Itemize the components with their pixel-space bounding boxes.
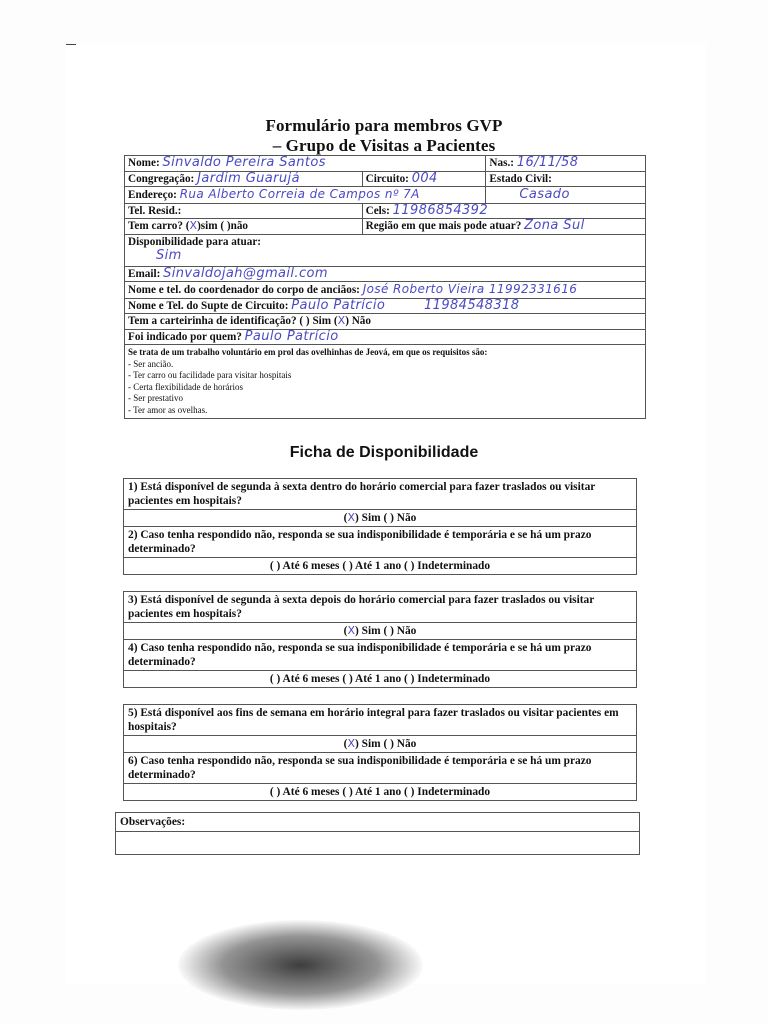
answer-1-options: ) Sim ( ) Não — [354, 512, 417, 524]
requisito-item: - Ter carro ou facilidade para visitar hospitais — [128, 370, 292, 380]
cels-label: Cels: — [365, 204, 390, 217]
row-disponibilidade — [125, 234, 646, 266]
answer-5-checkmark[interactable]: X — [347, 737, 355, 750]
nome-label: Nome: — [128, 157, 160, 169]
supte-phone: 11984548318 — [423, 298, 520, 313]
answer-5[interactable]: (X) Sim ( ) Não — [124, 736, 637, 753]
coordenador-cell[interactable] — [125, 282, 646, 299]
congregacao-value: Jardim Guarujá — [197, 171, 300, 186]
nas-value: 16/11/58 — [516, 155, 579, 170]
disponibilidade-cell[interactable] — [125, 234, 646, 266]
answer-2[interactable]: ( ) Até 6 meses ( ) Até 1 ano ( ) Indeterminado — [124, 558, 637, 575]
requisitos-cell — [125, 345, 646, 419]
carteirinha-cell[interactable] — [125, 314, 646, 330]
tem-carro-options: )sim ( )não — [197, 220, 249, 232]
cels-value: 11986854392 — [392, 203, 489, 218]
cels-cell[interactable] — [362, 203, 645, 219]
email-cell[interactable] — [125, 266, 646, 282]
answer-5-options: ) Sim ( ) Não — [354, 738, 417, 750]
nome-cell[interactable] — [125, 156, 486, 172]
endereco-cell[interactable] — [125, 187, 486, 204]
tem-carro-cell[interactable] — [125, 219, 363, 235]
congregacao-cell[interactable] — [125, 171, 363, 187]
answer-3-options: ) Sim ( ) Não — [354, 625, 417, 637]
requisitos-intro: Se trata de um trabalho voluntário em prol das ovelhinhas de Jeová, em que os requisitos são: — [128, 347, 488, 357]
row-carro — [125, 219, 646, 235]
carteirinha-options: ) Não — [345, 315, 371, 327]
scan-shadow — [178, 920, 423, 1010]
requisito-item: - Ser ancião. — [128, 358, 174, 369]
row-nome — [125, 156, 646, 172]
email-label: Email: — [128, 267, 161, 280]
tel-resid-label: Tel. Resid.: — [128, 204, 182, 217]
question-block-5-6 — [123, 704, 637, 801]
nas-label: Nas.: — [489, 157, 514, 169]
requisito-item: - Ser prestativo — [128, 393, 183, 403]
row-congregacao — [125, 171, 646, 187]
carteirinha-label: Tem a carteirinha de identificação? ( ) Sim ( — [128, 315, 338, 327]
ficha-title: Ficha de Disponibilidade — [289, 444, 479, 461]
question-block-3-4 — [123, 591, 637, 688]
regiao-value: Zona Sul — [524, 218, 585, 233]
row-tel — [125, 203, 646, 219]
carteirinha-checkmark[interactable]: X — [337, 314, 346, 327]
question-1: 1) Está disponível de segunda à sexta dentro do horário comercial para fazer traslados ou visitar pacientes em hospitais? — [124, 479, 637, 510]
answer-3-checkmark[interactable]: X — [347, 624, 355, 637]
supte-label: Nome e Tel. do Supte de Circuito: — [128, 299, 289, 312]
estado-civil-value-cell[interactable] — [486, 187, 646, 204]
nome-value: Sinvaldo Pereira Santos — [162, 155, 326, 170]
row-carteirinha — [125, 314, 646, 330]
observacoes-table — [115, 812, 640, 855]
answer-6[interactable]: ( ) Até 6 meses ( ) Até 1 ano ( ) Indeterminado — [124, 784, 637, 801]
indicado-cell[interactable] — [125, 329, 646, 345]
tel-resid-cell[interactable] — [125, 203, 363, 219]
supte-cell[interactable] — [125, 298, 646, 314]
scan-edge-mark — [66, 44, 76, 45]
question-5: 5) Está disponível aos fins de semana em horário integral para fazer traslados ou visitar pacientes em hospitais? — [124, 705, 637, 736]
form-title: Formulário para membros GVP — [265, 116, 503, 135]
row-supte — [125, 298, 646, 314]
congregacao-label: Congregação: — [128, 172, 195, 185]
question-4: 4) Caso tenha respondido não, responda se sua indisponibilidade é temporária e se há um prazo determinado? — [124, 640, 637, 671]
indicado-label: Foi indicado por quem? — [128, 330, 242, 343]
form-subtitle: – Grupo de Visitas a Pacientes — [272, 136, 496, 155]
answer-1-checkmark[interactable]: X — [347, 511, 355, 524]
member-form-table — [124, 155, 646, 419]
supte-name: Paulo Patrício — [291, 298, 386, 313]
estado-civil-cell[interactable] — [486, 171, 646, 187]
coordenador-value: José Roberto Vieira 11992331616 — [362, 282, 578, 296]
row-requisitos — [125, 345, 646, 419]
disponibilidade-label: Disponibilidade para atuar: — [128, 235, 262, 248]
coordenador-label: Nome e tel. do coordenador do corpo de anciãos: — [128, 284, 360, 296]
row-email — [125, 266, 646, 282]
question-block-1-2 — [123, 478, 637, 575]
answer-1[interactable]: (X) Sim ( ) Não — [124, 510, 637, 527]
endereco-label: Endereço: — [128, 189, 177, 201]
answer-3[interactable]: (X) Sim ( ) Não — [124, 623, 637, 640]
observacoes-field[interactable] — [116, 832, 640, 855]
row-endereco — [125, 187, 646, 204]
circuito-label: Circuito: — [365, 172, 409, 185]
question-3: 3) Está disponível de segunda à sexta depois do horário comercial para fazer traslados ou visitar pacientes em hospitais? — [124, 592, 637, 623]
estado-civil-value: Casado — [519, 186, 570, 202]
observacoes-label: Observações: — [116, 813, 640, 832]
tem-carro-checkmark[interactable]: X — [189, 219, 198, 232]
circuito-value: 004 — [411, 171, 438, 186]
indicado-value: Paulo Patrício — [244, 329, 339, 344]
nas-cell[interactable] — [486, 156, 646, 172]
email-value: Sinvaldojah@gmail.com — [163, 266, 328, 281]
answer-4[interactable]: ( ) Até 6 meses ( ) Até 1 ano ( ) Indeterminado — [124, 671, 637, 688]
regiao-cell[interactable] — [362, 219, 645, 235]
row-indicado — [125, 329, 646, 345]
regiao-label: Região em que mais pode atuar? — [365, 220, 522, 232]
requisito-item: - Certa flexibilidade de horários — [128, 381, 243, 392]
requisito-item: - Ter amor as ovelhas. — [128, 404, 208, 415]
tem-carro-label: Tem carro? ( — [128, 220, 190, 232]
question-2: 2) Caso tenha respondido não, responda se sua indisponibilidade é temporária e se há um prazo determinado? — [124, 527, 637, 558]
disponibilidade-value: Sim — [156, 247, 182, 263]
endereco-value: Rua Alberto Correia de Campos nº 7A — [179, 187, 420, 201]
row-coordenador — [125, 282, 646, 299]
estado-civil-label: Estado Civil: — [489, 172, 552, 185]
circuito-cell[interactable] — [362, 171, 486, 187]
question-6: 6) Caso tenha respondido não, responda se sua indisponibilidade é temporária e se há um prazo determinado? — [124, 753, 637, 784]
